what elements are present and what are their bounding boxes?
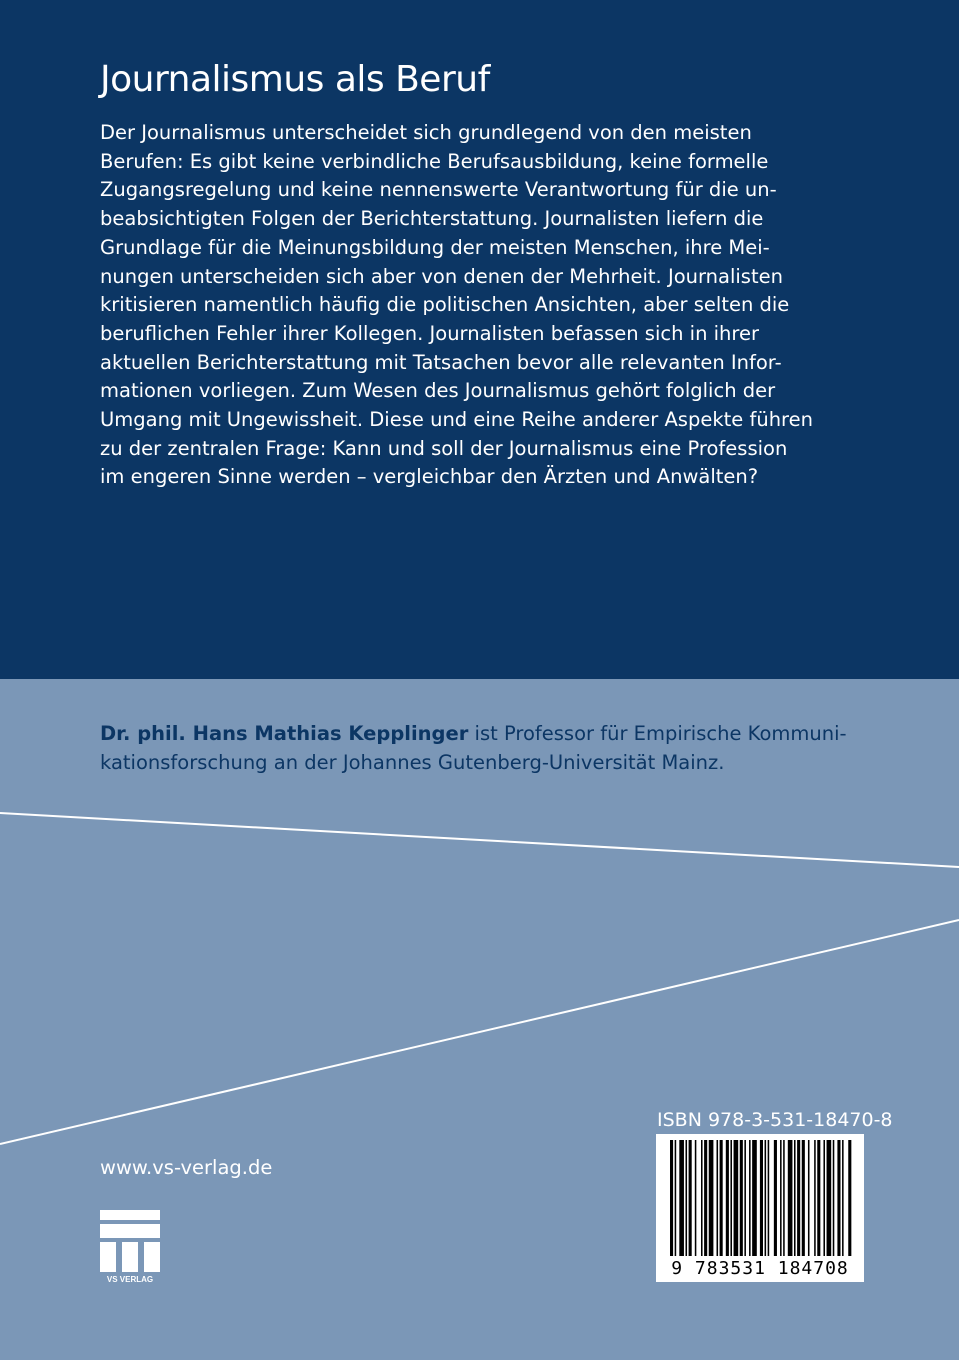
barcode-bar xyxy=(802,1140,805,1256)
barcode-bar xyxy=(833,1140,835,1256)
barcode-bar xyxy=(740,1140,743,1256)
barcode-bar xyxy=(780,1140,782,1256)
blurb-line: mationen vorliegen. Zum Wesen des Journalismus gehört folglich der xyxy=(100,379,776,403)
barcode-bar xyxy=(726,1140,729,1256)
blurb-line: nungen unterscheiden sich aber von denen der Mehrheit. Journalisten xyxy=(100,264,783,288)
barcode-bar xyxy=(814,1140,816,1256)
author-bio-text: ist Professor für Empirische Kommuni- xyxy=(468,722,847,745)
barcode-bar xyxy=(701,1140,703,1256)
barcode-bar xyxy=(749,1140,751,1256)
barcode-bar xyxy=(679,1140,684,1256)
barcode-bar xyxy=(670,1140,673,1256)
publisher-logo xyxy=(100,1210,160,1284)
barcode-bar xyxy=(689,1140,692,1256)
decorative-line-upper xyxy=(0,813,959,867)
blurb-line: Zugangsregelung und keine nennenswerte Verantwortung für die un- xyxy=(100,178,777,202)
barcode-bar xyxy=(774,1140,777,1256)
logo-bar-top xyxy=(100,1210,160,1220)
blurb-line: Umgang mit Ungewissheit. Diese und eine Reihe anderer Aspekte führen xyxy=(100,408,814,432)
barcode-bar xyxy=(794,1140,796,1256)
logo-text: VS VERLAG xyxy=(106,1275,154,1284)
barcode-bar xyxy=(752,1140,757,1256)
barcode-bar xyxy=(765,1140,767,1256)
blurb-line: im engeren Sinne werden – vergleichbar den Ärzten und Anwälten? xyxy=(100,465,759,489)
barcode-bar xyxy=(823,1140,825,1256)
logo-column-left xyxy=(100,1242,116,1272)
barcode-bar xyxy=(760,1140,763,1256)
barcode-bar xyxy=(730,1140,732,1256)
blurb-line: beabsichtigten Folgen der Berichterstattung. Journalisten liefern die xyxy=(100,207,764,231)
barcode-bar xyxy=(734,1140,739,1256)
barcode-bar xyxy=(695,1140,697,1256)
barcode-bar xyxy=(848,1140,851,1256)
barcode-bar xyxy=(744,1140,746,1256)
barcode-bar xyxy=(720,1140,723,1256)
barcode-bar xyxy=(704,1140,707,1256)
barcode-bar xyxy=(797,1140,800,1256)
barcode-bar xyxy=(783,1140,785,1256)
barcode-bar xyxy=(717,1140,719,1256)
logo-column-middle xyxy=(122,1242,138,1272)
author-name: Dr. phil. Hans Mathias Kepplinger xyxy=(100,722,469,745)
blurb-text xyxy=(100,119,870,492)
author-bio-line-2: kationsforschung an der Johannes Gutenberg-Universität Mainz. xyxy=(100,750,725,774)
logo-column-right xyxy=(144,1242,160,1272)
barcode-bar xyxy=(817,1140,820,1256)
barcode-bar xyxy=(788,1140,793,1256)
logo-bar-wide xyxy=(100,1224,160,1238)
website-link[interactable]: www.vs-verlag.de xyxy=(100,1156,273,1179)
blurb-line: zu der zentralen Frage: Kann und soll der Journalismus eine Profession xyxy=(100,436,788,460)
barcode xyxy=(656,1134,864,1282)
blurb-line: Grundlage für die Meinungsbildung der meisten Menschen, ihre Mei- xyxy=(100,235,770,259)
blurb-line: beruflichen Fehler ihrer Kollegen. Journalisten befassen sich in ihrer xyxy=(100,321,760,345)
isbn-label: ISBN 978-3-531-18470-8 xyxy=(657,1109,893,1131)
barcode-bar xyxy=(709,1140,714,1256)
barcode-bar xyxy=(842,1140,844,1256)
blurb-line: Berufen: Es gibt keine verbindliche Berufsausbildung, keine formelle xyxy=(100,149,769,173)
barcode-bar xyxy=(686,1140,688,1256)
barcode-digits: 9 783531 184708 xyxy=(671,1258,849,1279)
barcode-bar xyxy=(675,1140,677,1256)
barcode-bar xyxy=(827,1140,832,1256)
barcode-bar xyxy=(837,1140,840,1256)
barcode-bar xyxy=(808,1140,810,1256)
blurb-line: aktuellen Berichterstattung mit Tatsachen bevor alle relevanten Infor- xyxy=(100,350,782,374)
blurb-line: Der Journalismus unterscheidet sich grundlegend von den meisten xyxy=(100,121,752,144)
book-title: Journalismus als Beruf xyxy=(100,59,490,100)
barcode-bar xyxy=(768,1140,770,1256)
blurb-line: kritisieren namentlich häufig die politischen Ansichten, aber selten die xyxy=(100,293,790,317)
